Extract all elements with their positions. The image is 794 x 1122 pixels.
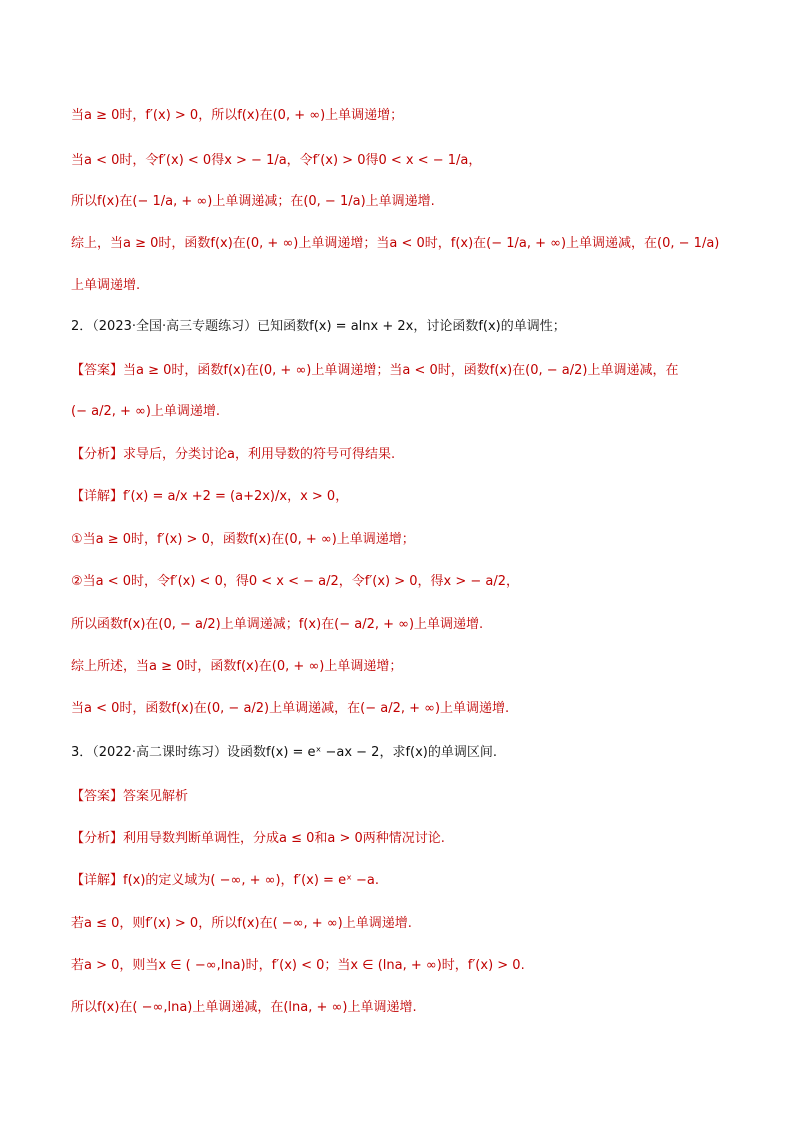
detail-text: 若a > 0，则当x ∈ ( −∞,lna)时，f′(x) < 0；当x ∈ (lna, + ∞)时，f′(x) > 0. bbox=[71, 958, 525, 973]
solution-line-2 bbox=[71, 151, 731, 171]
detail-text: 若a ≤ 0，则f′(x) > 0，所以f(x)在( −∞, + ∞)上单调递增. bbox=[71, 916, 412, 931]
detail-2-case2 bbox=[71, 572, 731, 592]
answer-tag: 【答案】 bbox=[71, 363, 124, 378]
answer-text: 答案见解析 bbox=[123, 789, 189, 804]
detail-tag: 【详解】 bbox=[71, 873, 124, 888]
detail-text: 所以f(x)在( −∞,lna)上单调递减，在(lna, + ∞)上单调递增. bbox=[71, 1000, 417, 1015]
detail-2-result bbox=[71, 615, 731, 635]
question-text: 3．（2022·高二课时练习）设函数f(x) = eˣ −ax − 2，求f(x)的单调区间. bbox=[71, 745, 497, 760]
analysis-3 bbox=[71, 829, 731, 849]
detail-tag: 【详解】 bbox=[71, 489, 124, 504]
solution-text: 当a < 0时，令f′(x) < 0得x > − 1/a，令f′(x) > 0得0 < x < − 1/a， bbox=[71, 153, 482, 168]
question-3 bbox=[71, 743, 731, 763]
detail-2-summary-cont bbox=[71, 699, 731, 719]
detail-text: 综上所述，当a ≥ 0时，函数f(x)在(0, + ∞)上单调递增； bbox=[71, 659, 403, 674]
answer-tag: 【答案】 bbox=[71, 789, 124, 804]
answer-3 bbox=[71, 787, 731, 807]
analysis-tag: 【分析】 bbox=[71, 831, 124, 846]
solution-text: 上单调递增. bbox=[71, 278, 141, 293]
detail-3-case1 bbox=[71, 914, 731, 934]
analysis-2 bbox=[71, 445, 731, 465]
analysis-text: 求导后，分类讨论a，利用导数的符号可得结果. bbox=[123, 447, 396, 462]
answer-text: 当a ≥ 0时，函数f(x)在(0, + ∞)上单调递增；当a < 0时，函数f(x)在(0, − a/2)上单调递减，在 bbox=[123, 363, 679, 378]
solution-line-1 bbox=[71, 106, 731, 126]
detail-2-case1 bbox=[71, 530, 731, 550]
detail-3-case2 bbox=[71, 956, 731, 976]
detail-2 bbox=[71, 487, 731, 507]
detail-text: f(x)的定义域为( −∞, + ∞)，f′(x) = eˣ −a. bbox=[123, 873, 379, 888]
solution-line-3 bbox=[71, 192, 731, 212]
solution-line-5 bbox=[71, 276, 731, 296]
question-text: 2．（2023·全国·高三专题练习）已知函数f(x) = alnx + 2x，讨论函数f(x)的单调性； bbox=[71, 319, 566, 334]
solution-text: 所以f(x)在(− 1/a, + ∞)上单调递减；在(0, − 1/a)上单调递增. bbox=[71, 194, 435, 209]
detail-text: 所以函数f(x)在(0, − a/2)上单调递减；f(x)在(− a/2, + ∞)上单调递增. bbox=[71, 617, 484, 632]
answer-text: (− a/2, + ∞)上单调递增. bbox=[71, 404, 221, 419]
detail-2-summary bbox=[71, 657, 731, 677]
question-2 bbox=[71, 317, 731, 337]
detail-text: 当a < 0时，函数f(x)在(0, − a/2)上单调递减，在(− a/2, + ∞)上单调递增. bbox=[71, 701, 510, 716]
solution-line-4 bbox=[71, 234, 731, 254]
solution-text: 当a ≥ 0时，f′(x) > 0，所以f(x)在(0, + ∞)上单调递增； bbox=[71, 108, 404, 123]
answer-2-cont bbox=[71, 402, 731, 422]
analysis-tag: 【分析】 bbox=[71, 447, 124, 462]
answer-2 bbox=[71, 361, 731, 381]
detail-3 bbox=[71, 871, 731, 891]
analysis-text: 利用导数判断单调性，分成a ≤ 0和a > 0两种情况讨论. bbox=[123, 831, 445, 846]
detail-text: f′(x) = a/x +2 = (a+2x)/x，x > 0， bbox=[123, 489, 349, 504]
solution-text: 综上，当a ≥ 0时，函数f(x)在(0, + ∞)上单调递增；当a < 0时，f(x)在(− 1/a, + ∞)上单调递减，在(0, − 1/a) bbox=[71, 236, 720, 251]
detail-3-result bbox=[71, 998, 731, 1018]
detail-text: ②当a < 0时，令f′(x) < 0，得0 < x < − a/2，令f′(x) > 0，得x > − a/2， bbox=[71, 574, 520, 589]
detail-text: ①当a ≥ 0时，f′(x) > 0，函数f(x)在(0, + ∞)上单调递增； bbox=[71, 532, 415, 547]
